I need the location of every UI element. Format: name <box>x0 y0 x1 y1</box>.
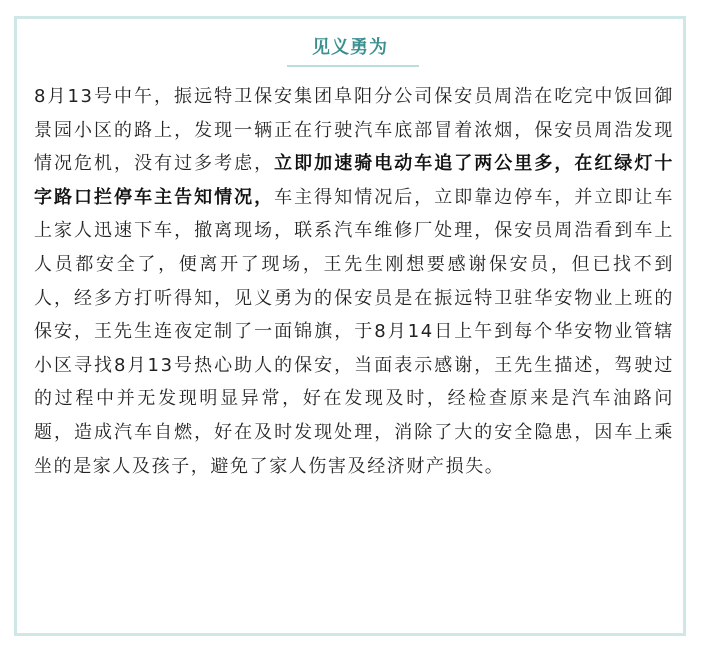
article-frame <box>14 16 686 636</box>
body-text-intro: 8月13号中午，振远特卫保安集团阜阳分公司保安员周浩在吃完中饭回御景园小区的路上，发现一辆正在行驶汽车底部冒着浓烟，保安员周浩发现情况危机，没有过多考虑， <box>34 86 674 175</box>
title-underline <box>287 65 419 67</box>
body-text-highlight: 立即加速骑电动车追了两公里多，在红绿灯十字路口拦停车主告知情况， <box>34 153 674 208</box>
article-body <box>34 80 674 483</box>
title-block <box>17 36 683 60</box>
article-title: 见义勇为 <box>312 37 388 58</box>
body-text-rest: 车主得知情况后，立即靠边停车，并立即让车上家人迅速下车，撤离现场，联系汽车维修厂处理，保安员周浩看到车上人员都安全了，便离开了现场，王先生刚想要感谢保安员，但已找不到人，经多方打听得知，见义勇为的保安员是在振远特卫驻华安物业上班的保安，王先生连夜定制了一面锦旗，于8月14日上午到每个华安物业管辖小区寻找8月13号热心助人的保安，当面表示感谢，王先生描述，驾驶过的过程中并无发现明显异常，好在发现及时，经检查原来是汽车油路问题，造成汽车自燃，好在及时发现处理，消除了大的安全隐患，因车上乘坐的是家人及孩子，避免了家人伤害及经济财产损失。 <box>34 186 674 477</box>
